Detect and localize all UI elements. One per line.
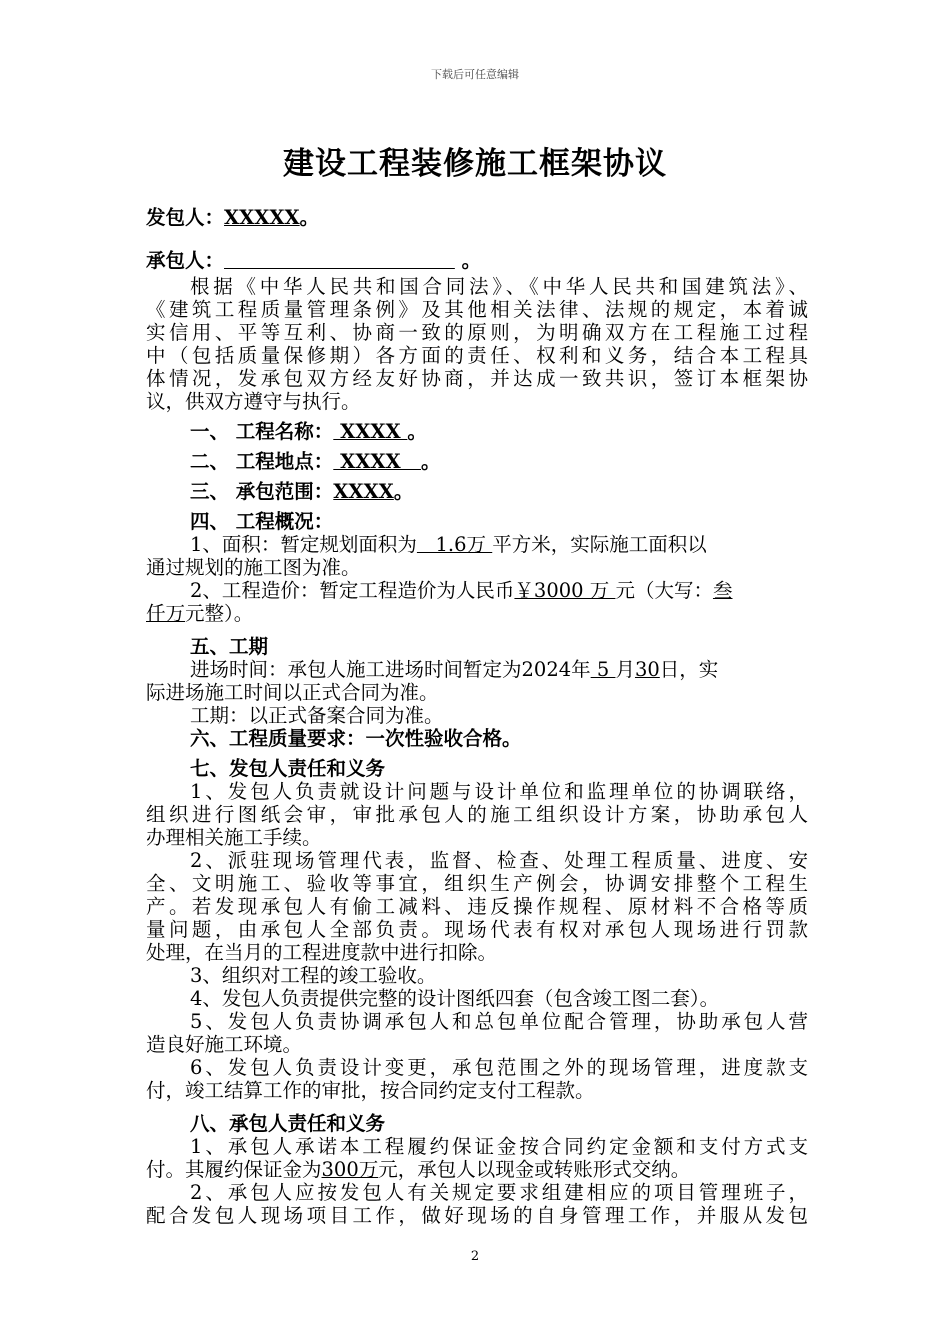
section-1-project-name: 一、 工程名称： XXXX 。 — [190, 420, 427, 443]
section-4-heading: 四、 工程概况： — [190, 510, 334, 533]
list-item: 处理，在当月的工程进度款中进行扣除。 — [146, 941, 498, 964]
list-item: 办理相关施工手续。 — [146, 826, 322, 849]
list-item: 付，竣工结算工作的审批，按合同约定支付工程款。 — [146, 1079, 595, 1102]
intro-line: 中（包括质量保修期）各方面的责任、权利和义务，结合本工程具 — [146, 344, 808, 367]
list-item: 2、承包人应按发包人有关规定要求组建相应的项目管理班子， — [190, 1181, 808, 1204]
duration-line: 工期：以正式备案合同为准。 — [190, 704, 444, 727]
section-6-quality: 六、工程质量要求：一次性验收合格。 — [190, 727, 522, 750]
list-item: 组织进行图纸会审，审批承包人的施工组织设计方案，协助承包人 — [146, 803, 808, 826]
list-item: 6、发包人负责设计变更，承包范围之外的现场管理，进度款支 — [190, 1056, 808, 1079]
cost-line-2: 仟万元整）。 — [146, 602, 254, 625]
list-item: 全、文明施工、验收等事宜，组织生产例会，协调安排整个工程生 — [146, 872, 808, 895]
cost-words-part-2: 仟万 — [146, 602, 186, 625]
intro-line: 议，供双方遵守与执行。 — [146, 390, 361, 413]
page-header: 下载后可任意编辑 — [431, 68, 519, 81]
contract-scope-value: XXXX — [333, 480, 394, 503]
intro-line: 体情况，发承包双方经友好协商，并达成一致共识，签订本框架协 — [146, 367, 808, 390]
entry-time-line: 进场时间：承包人施工进场时间暂定为2024年 5 月30日，实 — [190, 658, 719, 681]
cost-line: 2、工程造价：暂定工程造价为人民币￥3000 万 元（大写：叁 — [190, 579, 733, 602]
list-item: 配合发包人现场项目工作，做好现场的自身管理工作，并服从发包 — [146, 1204, 808, 1227]
intro-line: 实信用、平等互利、协商一致的原则，为明确双方在工程施工过程 — [146, 321, 808, 344]
entry-month: 5 — [590, 658, 616, 681]
area-value: 1.6万 — [416, 533, 493, 556]
list-item: 量问题，由承包人全部负责。现场代表有权对承包人现场进行罚款 — [146, 918, 808, 941]
cost-value: ￥3000 万 — [514, 579, 616, 602]
contractor-end: 。 — [461, 249, 482, 272]
list-item: 产。若发现承包人有偷工减料、违反操作规程、原材料不合格等质 — [146, 895, 808, 918]
document-body — [146, 206, 808, 1227]
section-8-heading: 八、承包人责任和义务 — [190, 1112, 386, 1135]
contractor-label: 承包人： — [146, 249, 225, 272]
list-item: 5、发包人负责协调承包人和总包单位配合管理，协助承包人营 — [190, 1010, 808, 1033]
section-7-items — [146, 780, 808, 1102]
list-item: 付。其履约保证金为300万元，承包人以现金或转账形式交纳。 — [146, 1158, 691, 1181]
section-3-contract-scope: 三、 承包范围：XXXX。 — [190, 480, 414, 503]
cost-words-part-1: 叁 — [712, 579, 733, 602]
list-item: 4、发包人负责提供完整的设计图纸四套（包含竣工图二套）。 — [190, 987, 720, 1010]
section-5-heading: 五、工期 — [190, 635, 269, 658]
employer-value: XXXXX — [224, 206, 300, 229]
employer-end: 。 — [299, 206, 320, 229]
intro-line: 《建筑工程质量管理条例》及其他相关法律、法规的规定，本着诚 — [146, 298, 808, 321]
bond-value: 300万 — [321, 1158, 379, 1181]
page-number: 2 — [470, 1249, 480, 1264]
list-item: 1、发包人负责就设计问题与设计单位和监理单位的协调联络， — [190, 780, 808, 803]
intro-paragraph — [146, 275, 808, 413]
project-location-value: XXXX — [333, 450, 421, 473]
section-2-project-location: 二、 工程地点： XXXX 。 — [190, 450, 441, 473]
employer-label: 发包人： — [146, 206, 225, 229]
list-item: 1、承包人承诺本工程履约保证金按合同约定金额和支付方式支 — [190, 1135, 808, 1158]
area-line: 1、面积：暂定规划面积为 1.6万 平方米，实际施工面积以 — [190, 533, 707, 556]
entry-day: 30 — [634, 658, 660, 681]
entry-time-line-2: 际进场施工时间以正式合同为准。 — [146, 681, 439, 704]
list-item: 3、组织对工程的竣工验收。 — [190, 964, 437, 987]
list-item: 造良好施工环境。 — [146, 1033, 303, 1056]
section-7-heading: 七、发包人责任和义务 — [190, 757, 386, 780]
intro-line: 根据《中华人民共和国合同法》、《中华人民共和国建筑法》、 — [190, 275, 808, 298]
document-title: 建设工程装修施工框架协议 — [283, 146, 667, 182]
project-name-value: XXXX — [333, 420, 408, 443]
contractor-line — [146, 249, 808, 272]
area-line-2: 通过规划的施工图为准。 — [146, 556, 361, 579]
contractor-blank — [224, 249, 455, 272]
list-item: 2、派驻现场管理代表，监督、检查、处理工程质量、进度、安 — [190, 849, 808, 872]
employer-line — [146, 206, 808, 229]
